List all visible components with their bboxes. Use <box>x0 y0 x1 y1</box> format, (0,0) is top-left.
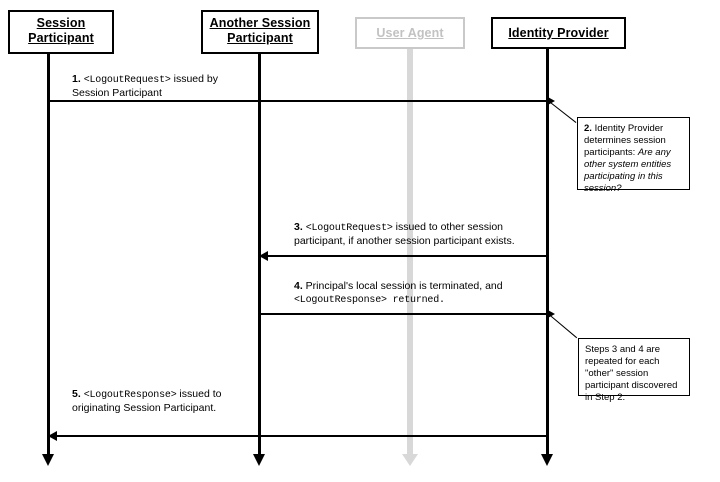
message-3-arrow-line <box>268 255 548 257</box>
actor-identity-provider[interactable] <box>491 17 626 49</box>
message-1-number: 1. <box>72 73 81 85</box>
message-1-code: <LogoutRequest> <box>83 75 171 86</box>
message-5-number: 5. <box>72 388 81 400</box>
message-4-label <box>294 280 559 307</box>
message-3-arrowhead <box>259 251 268 261</box>
actor-another-session-participant[interactable] <box>201 10 319 54</box>
message-4-text: Principal's local session is terminated, and <box>302 280 503 292</box>
message-1-text: issued by <box>170 73 218 85</box>
note-step-2-number: 2. <box>584 123 592 134</box>
note-repeat-text: Steps 3 and 4 are repeated for each "other" session participant discovered in Step 2. <box>585 344 678 403</box>
lifeline-identity-provider <box>546 49 549 454</box>
message-3-text-line2: participant, if another session participant exists. <box>294 235 515 247</box>
lifeline-session-participant <box>47 54 50 454</box>
lifeline-another-session-participant-arrow <box>253 454 265 466</box>
message-3-label <box>294 221 554 248</box>
actor-identity-provider-line1: Identity Provider <box>508 26 609 40</box>
message-1-arrow-line <box>48 100 548 102</box>
message-4-arrow-line <box>260 313 548 315</box>
message-5-text-line2: originating Session Participant. <box>72 402 217 414</box>
message-3-number: 3. <box>294 221 303 233</box>
message-5-arrow-line <box>57 435 548 437</box>
lifeline-identity-provider-arrow <box>541 454 553 466</box>
message-1-text-line2: Session Participant <box>72 87 162 99</box>
message-3-code: <LogoutRequest> <box>305 223 393 234</box>
message-5-label <box>72 388 372 415</box>
actor-session-participant[interactable] <box>8 10 114 54</box>
actor-user-agent-line1: User Agent <box>376 26 444 40</box>
actor-another-session-participant-line1: Another Session <box>209 16 311 30</box>
lifeline-user-agent <box>407 49 413 454</box>
note-repeat-connector <box>547 313 577 338</box>
message-5-text: issued to <box>176 388 222 400</box>
note-step-2 <box>577 117 690 194</box>
message-5-code: <LogoutResponse> <box>83 390 177 401</box>
note-step-2-text: Identity Provider determines session participants: <box>584 123 666 158</box>
note-repeat <box>578 338 690 403</box>
note-step-2-italic: Are any other system entities participating in this session? <box>584 147 672 194</box>
lifeline-user-agent-arrow <box>402 454 418 466</box>
actor-user-agent[interactable] <box>355 17 465 49</box>
message-5-arrowhead <box>48 431 57 441</box>
actor-session-participant-line2: Participant <box>28 31 94 45</box>
note-step-2-connector <box>547 100 576 123</box>
actor-another-session-participant-line2: Participant <box>227 31 293 45</box>
message-1-label <box>72 73 372 100</box>
message-3-text: issued to other session <box>392 221 504 233</box>
message-4-code: <LogoutResponse> returned. <box>294 295 445 306</box>
actor-session-participant-line1: Session <box>36 16 86 30</box>
message-4-number: 4. <box>294 280 303 292</box>
lifeline-session-participant-arrow <box>42 454 54 466</box>
